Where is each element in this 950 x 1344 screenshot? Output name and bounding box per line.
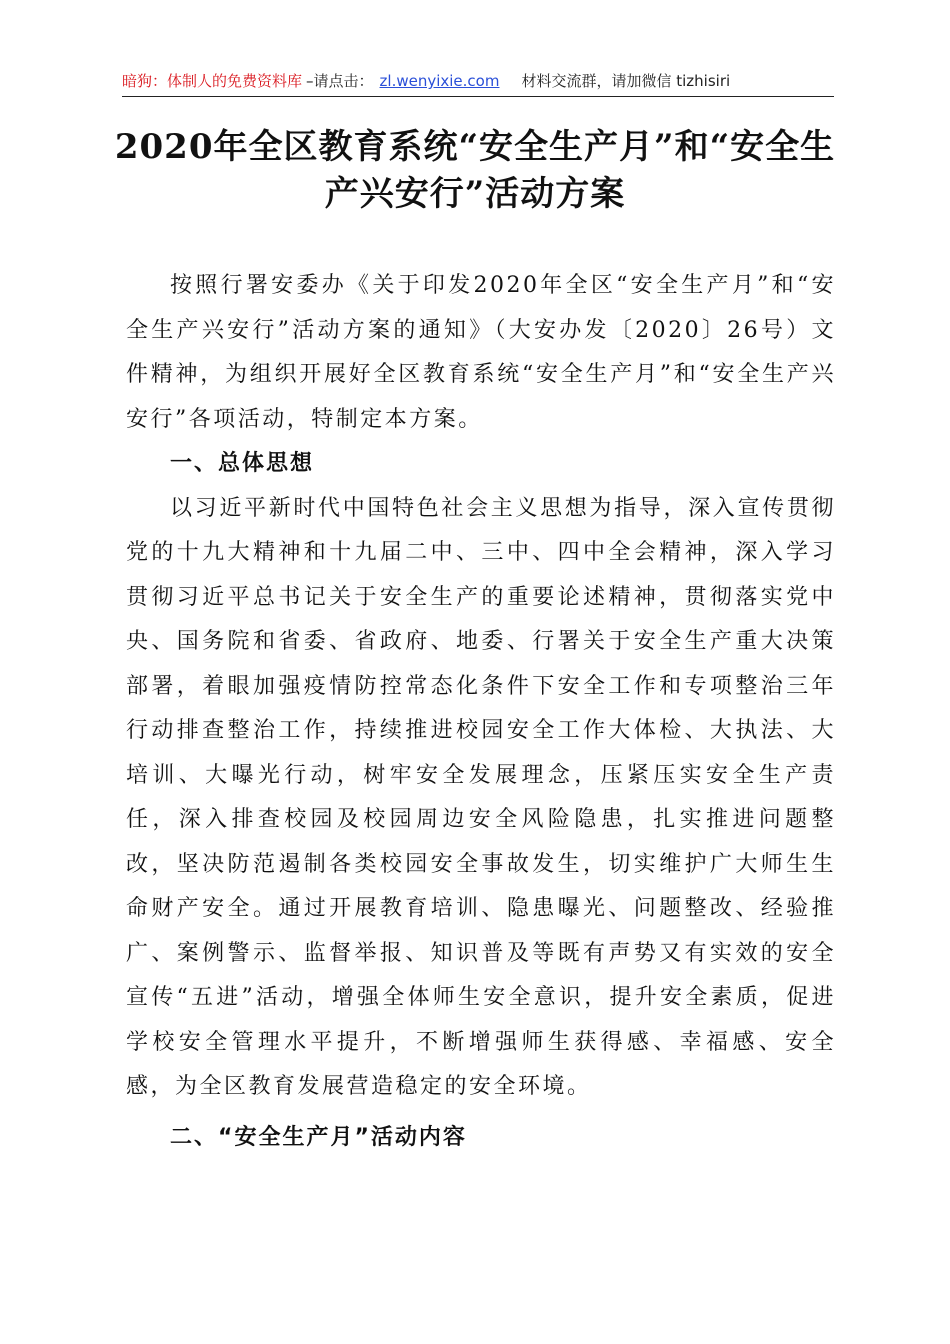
- header-brand: 暗狗：体制人的免费资料库: [122, 72, 303, 90]
- header-prompt: –请点击：: [306, 72, 374, 90]
- section-heading-1: 一、总体思想: [170, 451, 315, 476]
- document-body: [126, 264, 836, 1160]
- intro-paragraph: 按照行署安委办《关于印发2020年全区“安全生产月”和“安全生产兴安行”活动方案的通知》（大安办发〔2020〕26号）文件精神，为组织开展好全区教育系统“安全生产月”和“安全生产兴安行”各项活动，特制定本方案。: [126, 273, 836, 432]
- document-title: 2020年全区教育系统“安全生产月”和“安全生产兴安行”活动方案: [114, 127, 836, 214]
- header-contact: 材料交流群，请加微信 tizhisiri: [521, 72, 731, 90]
- header-link[interactable]: zl.wenyixie.com: [379, 72, 500, 90]
- page-header: [122, 66, 834, 97]
- section-1-paragraph: 以习近平新时代中国特色社会主义思想为指导，深入宣传贯彻党的十九大精神和十九届二中、三中、四中全会精神，深入学习贯彻习近平总书记关于安全生产的重要论述精神，贯彻落实党中央、国务院和省委、省政府、地委、行署关于安全生产重大决策部署，着眼加强疫情防控常态化条件下安全工作和专项整治三年行动排查整治工作，持续推进校园安全工作大体检、大执法、大培训、大曝光行动，树牢安全发展理念，压紧压实安全生产责任，深入排查校园及校园周边安全风险隐患，扎实推进问题整改，坚决防范遏制各类校园安全事故发生，切实维护广大师生生命财产安全。通过开展教育培训、隐患曝光、问题整改、经验推广、案例警示、监督举报、知识普及等既有声势又有实效的安全宣传“五进”活动，增强全体师生安全意识，提升安全素质，促进学校安全管理水平提升，不断增强师生获得感、幸福感、安全感，为全区教育发展营造稳定的安全环境。: [126, 495, 836, 1099]
- section-heading-2: 二、“安全生产月”活动内容: [170, 1124, 467, 1150]
